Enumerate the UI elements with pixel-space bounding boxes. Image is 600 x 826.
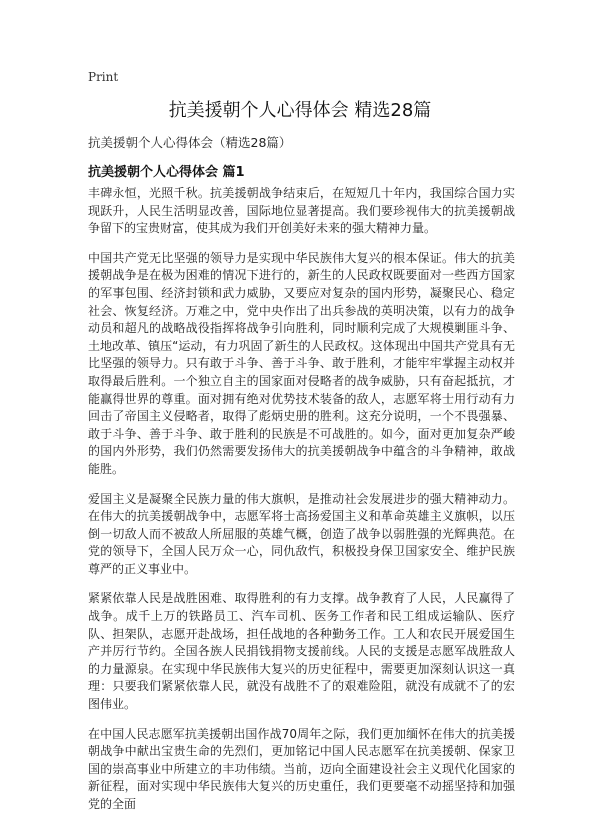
paragraph-4: 紧紧依靠人民是战胜困难、取得胜利的有力支撑。战争教育了人民，人民赢得了战争。成千上万的铁路员工、汽车司机、医务工作者和民工组成运输队、医疗队、担架队，志愿开赴战场，担任战地的各种勤务工作。工人和农民开展爱国生产并厉行节约。全国各族人民捐钱捐物支援前线。人民的支援是志愿军战胜敌人的力量源泉。在实现中华民族伟大复兴的历史征程中，需要更加深刻认识这一真理：只要我们紧紧依靠人民，就没有战胜不了的艰难险阻，就没有成就不了的宏图伟业。	[88, 591, 515, 712]
section-heading: 抗美援朝个人心得体会 篇1	[88, 165, 245, 180]
document-title: 抗美援朝个人心得体会 精选28篇	[168, 100, 432, 121]
paragraph-2: 中国共产党无比坚强的领导力是实现中华民族伟大复兴的根本保证。伟大的抗美援朝战争是在极为困难的情况下进行的，新生的人民政权既要面对一些西方国家的军事包围、经济封锁和武力威胁，又要应对复杂的国内形势，凝聚民心、稳定社会、恢复经济。万难之中，党中央作出了出兵参战的英明决策，以有力的战争动员和超凡的战略战役指挥将战争引向胜利，同时顺利完成了大规模剿匪斗争、土地改革、镇压“运动，有力巩固了新生的人民政权。这体现出中国共产党具有无比坚强的领导力。只有敢于斗争、善于斗争、敢于胜利，才能牢牢掌握主动权并取得最后胜利。一个独立自主的国家面对侵略者的战争威胁，只有奋起抵抗，才能赢得世界的尊重。面对拥有绝对优势技术装备的敌人，志愿军将士用行动有力回击了帝国主义侵略者，取得了彪炳史册的胜利。这充分说明，一个不畏强暴、敢于斗争、善于斗争、敢于胜利的民族是不可战胜的。如今，面对更加复杂严峻的国内外形势，我们仍然需要发扬伟大的抗美援朝战争中蕴含的斗争精神，敢战能胜。	[88, 250, 515, 476]
paragraph-3: 爱国主义是凝聚全民族力量的伟大旗帜，是推动社会发展进步的强大精神动力。在伟大的抗美援朝战争中，志愿军将士高扬爱国主义和革命英雄主义旗帜，以压倒一切敌人而不被敌人所屈服的英雄气概，创造了战争以弱胜强的光辉典范。在党的领导下，全国人民万众一心，同仇敌忾，积极投身保卫国家安全、维护民族尊严的正义事业中。	[88, 491, 515, 576]
paragraph-5: 在中国人民志愿军抗美援朝出国作战70周年之际，我们更加缅怀在伟大的抗美援朝战争中献出宝贵生命的先烈们，更加铭记中国人民志愿军在抗美援朝、保家卫国的崇高事业中所建立的丰功伟绩。当前，迈向全面建设社会主义现代化国家的新征程，面对实现中华民族伟大复兴的历史重任，我们更要毫不动摇坚持和加强党的全面	[88, 726, 515, 811]
document-subtitle: 抗美援朝个人心得体会（精选28篇）	[88, 135, 292, 150]
article-body	[88, 185, 515, 826]
print-link[interactable]: Print	[88, 70, 119, 84]
paragraph-1: 丰碑永恒，光照千秋。抗美援朝战争结束后，在短短几十年内，我国综合国力实现跃升，人民生活明显改善，国际地位显著提高。我们要珍视伟大的抗美援朝战争留下的宝贵财富，使其成为我们开创美好未来的强大精神力量。	[88, 186, 515, 236]
